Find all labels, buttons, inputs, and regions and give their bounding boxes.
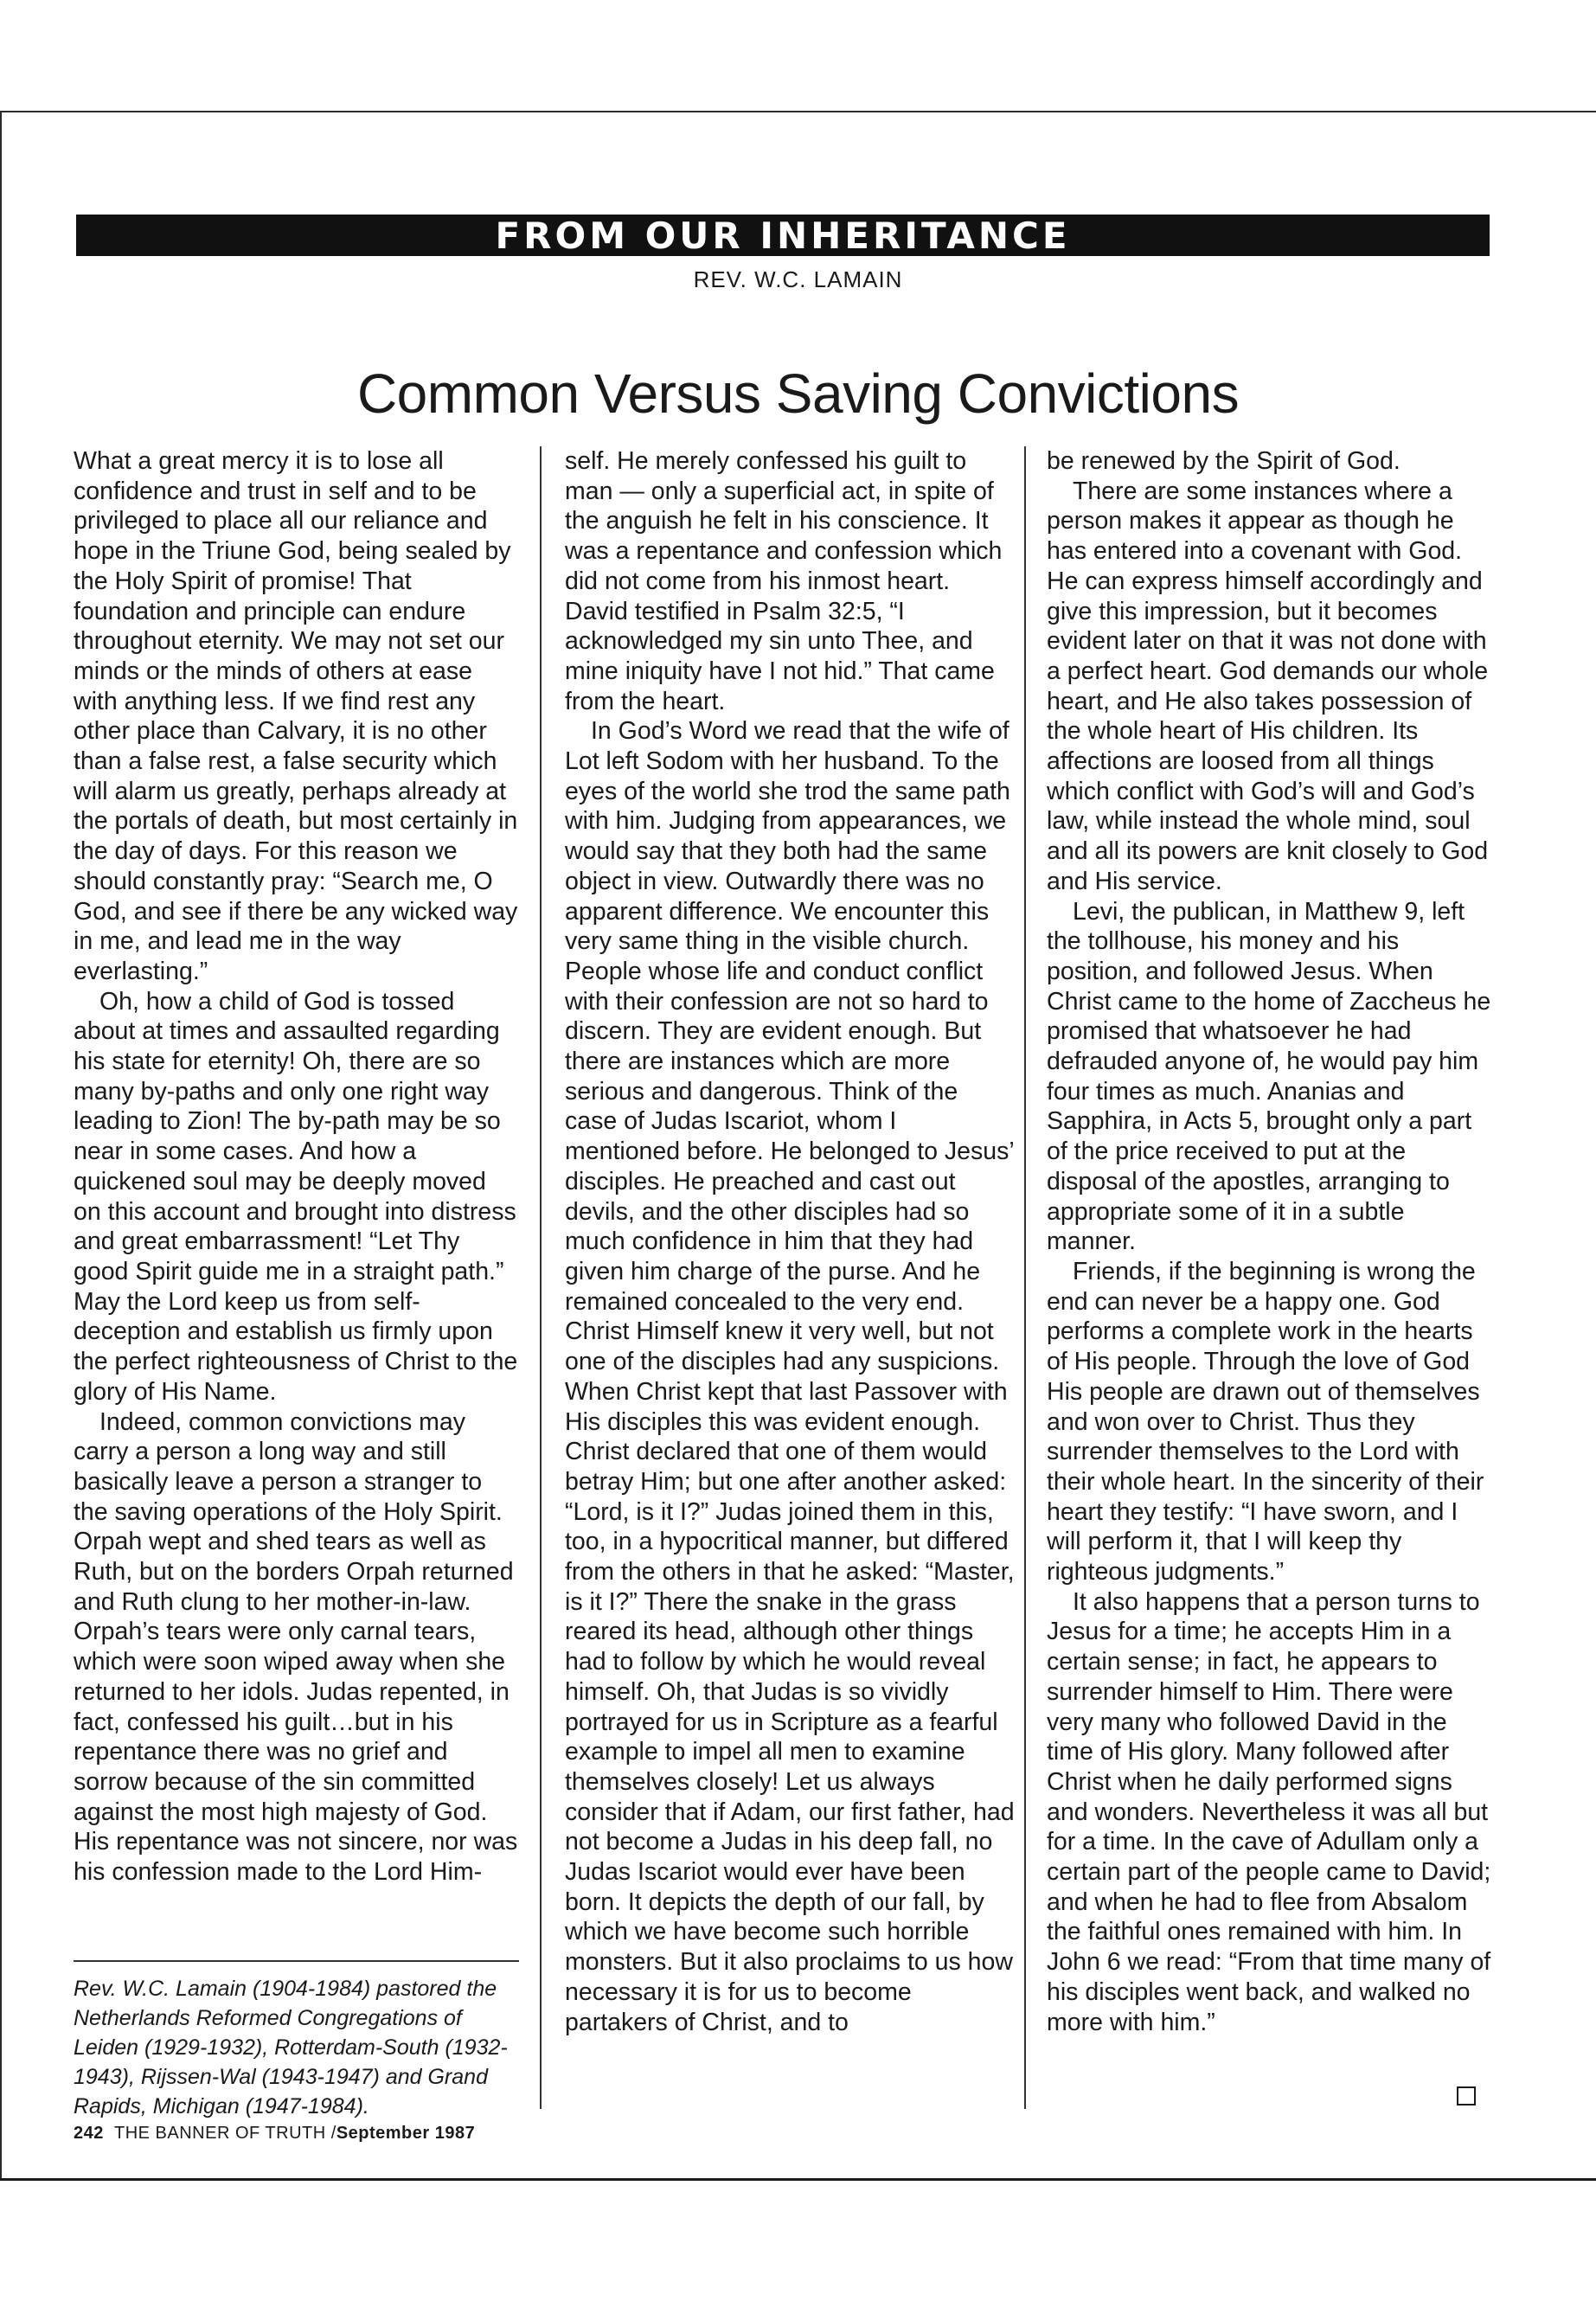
page-folio <box>74 2124 475 2144</box>
column-divider <box>1024 446 1026 2109</box>
issue-date: September 1987 <box>336 2124 476 2143</box>
column-divider <box>540 446 542 2109</box>
page-bottom-rule <box>0 2178 1596 2181</box>
paragraph: be renewed by the Spirit of God. <box>1047 447 1401 475</box>
section-title: FROM OUR INHERITANCE <box>495 214 1071 257</box>
author-byline: REV. W.C. LAMAIN <box>693 266 903 292</box>
column-3 <box>1047 446 1497 2037</box>
end-of-article-mark <box>1457 2086 1476 2106</box>
paragraph: What a great mercy it is to lose all confidence and trust in self and to be privileged to place all our reliance and hope in the Triune God, being sealed by the Holy Spirit of promise! That foundation and principle can endure throughout eternity. We may not set our minds or the minds of others at ease with anything less. If we find rest any other place than Calvary, it is no other than a false rest, a false security which will alarm us greatly, perhaps already at the portals of death, but most certainly in the day of days. For this reason we should constantly pray: “Search me, O God, and see if there be any wicked way in me, and lead me in the way everlasting.” <box>74 447 518 985</box>
page-number: 242 <box>74 2124 104 2143</box>
magazine-name: THE BANNER OF TRUTH / <box>114 2124 337 2143</box>
paragraph: It also happens that a person turns to Jesus for a time; he accepts Him in a certain sense; in fact, he appears to surrender himself to Him. There were very many who followed David in the time of His glory. Many followed after Christ when he daily performed signs and wonders. Nevertheless it was all but for a time. In the cave of Adullam only a certain part of the people came to David; and when he had to flee from Absalom the faithful ones remained with him. In John 6 we read: “From that time many of his disciples went back, and walked no more with him.” <box>1047 1587 1491 2036</box>
column-2 <box>565 446 1015 2037</box>
paragraph: Indeed, common convictions may carry a person a long way and still basically leave a person a stranger to the saving operations of the Holy Spirit. Orpah wept and shed tears as well as Ruth, but on the borders Orpah returned and Ruth clung to her mother-in-law. Orpah’s tears were only carnal tears, which were soon wiped away when she returned to her idols. Judas repented, in fact, confessed his guilt…but in his repentance there was no grief and sorrow because of the sin committed against the most high majesty of God. His repentance was not sincere, nor was his confession made to the Lord Him- <box>74 1407 518 1887</box>
paragraph: self. He merely confessed his guilt to man — only a superficial act, in spite of the anguish he felt in his conscience. It was a repentance and confession which did not come from his inmost heart. David testified in Psalm 32:5, “I acknowledged my sin unto Thee, and mine iniquity have I not hid.” That came from the heart. <box>565 447 1003 715</box>
paragraph: Oh, how a child of God is tossed about at times and assaulted regarding his state for eternity! Oh, there are so many by-paths and only one right way leading to Zion! The by-path may be so near in some cases. And how a quickened soul may be deeply moved on this account and brought into distress and great embarrassment! “Let Thy good Spirit guide me in a straight path.” May the Lord keep us from self-deception and establish us firmly upon the perfect righteousness of Christ to the glory of His Name. <box>74 987 518 1406</box>
paragraph: Friends, if the beginning is wrong the end can never be a happy one. God performs a complete work in the hearts of His people. Through the love of God His people are drawn out of themselves and won over to Christ. Thus they surrender themselves to the Lord with their whole heart. In the sincerity of their heart they testify: “I have sworn, and I will perform it, that I will keep thy righteous judgments.” <box>1047 1257 1484 1586</box>
page-top-rule <box>0 111 1596 112</box>
paragraph: In God’s Word we read that the wife of Lot left Sodom with her husband. To the eyes of the world she trod the same path with him. Judging from appearances, we would say that they both had the same object in view. Outwardly there was no apparent difference. We encounter this very same thing in the visible church. People whose life and conduct conflict with their confession are not so hard to discern. They are evident enough. But there are instances which are more serious and dangerous. Think of the case of Judas Iscariot, whom I mentioned before. He belonged to Jesus’ disciples. He preached and cast out devils, and the other disciples had so much confidence in him that they had given him charge of the purse. And he remained concealed to the very end. Christ Himself knew it very well, but not one of the disciples had any suspicions. When Christ kept that last Passover with His disciples this was evident enough. Christ declared that one of them would betray Him; but one after another asked: “Lord, is it I?” Judas joined them in this, too, in a hypocritical manner, but differed from the others in that he asked: “Master, is it I?” There the snake in the grass reared its head, although other things had to follow by which he would reveal himself. Oh, that Judas is so vividly portrayed for us in Scripture as a fearful example to impel all men to examine themselves closely! Let us always consider that if Adam, our first father, had not become a Judas in his deep fall, no Judas Iscariot would ever have been born. It depicts the depth of our fall, by which we have become such horrible monsters. But it also proclaims to us how necessary it is for us to become partakers of Christ, and to <box>565 717 1015 2036</box>
column-1 <box>74 446 519 1888</box>
section-banner <box>76 215 1490 256</box>
author-footnote: Rev. W.C. Lamain (1904-1984) pastored the Netherlands Reformed Congregations of Leiden (1929-1932), Rotterdam-South (1932-1943), Rijssen-Wal (1943-1947) and Grand Rapids, Michigan (1947-1984). <box>74 1977 508 2118</box>
article-title: Common Versus Saving Convictions <box>356 362 1240 425</box>
paragraph: There are some instances where a person makes it appear as though he has entered into a covenant with God. He can express himself accordingly and give this impression, but it becomes evident later on that it was not done with a perfect heart. God demands our whole heart, and He also takes possession of the whole heart of His children. Its affections are loosed from all things which conflict with God’s will and God’s law, while instead the whole mind, soul and all its powers are knit closely to God and His service. <box>1047 477 1489 895</box>
footnote-rule <box>74 1960 519 1962</box>
paragraph: Levi, the publican, in Matthew 9, left the tollhouse, his money and his position, and followed Jesus. When Christ came to the home of Zaccheus he promised that whatsoever he had defrauded anyone of, he would pay him four times as much. Ananias and Sapphira, in Acts 5, brought only a part of the price received to put at the disposal of the apostles, arranging to appropriate some of it in a subtle manner. <box>1047 897 1491 1256</box>
